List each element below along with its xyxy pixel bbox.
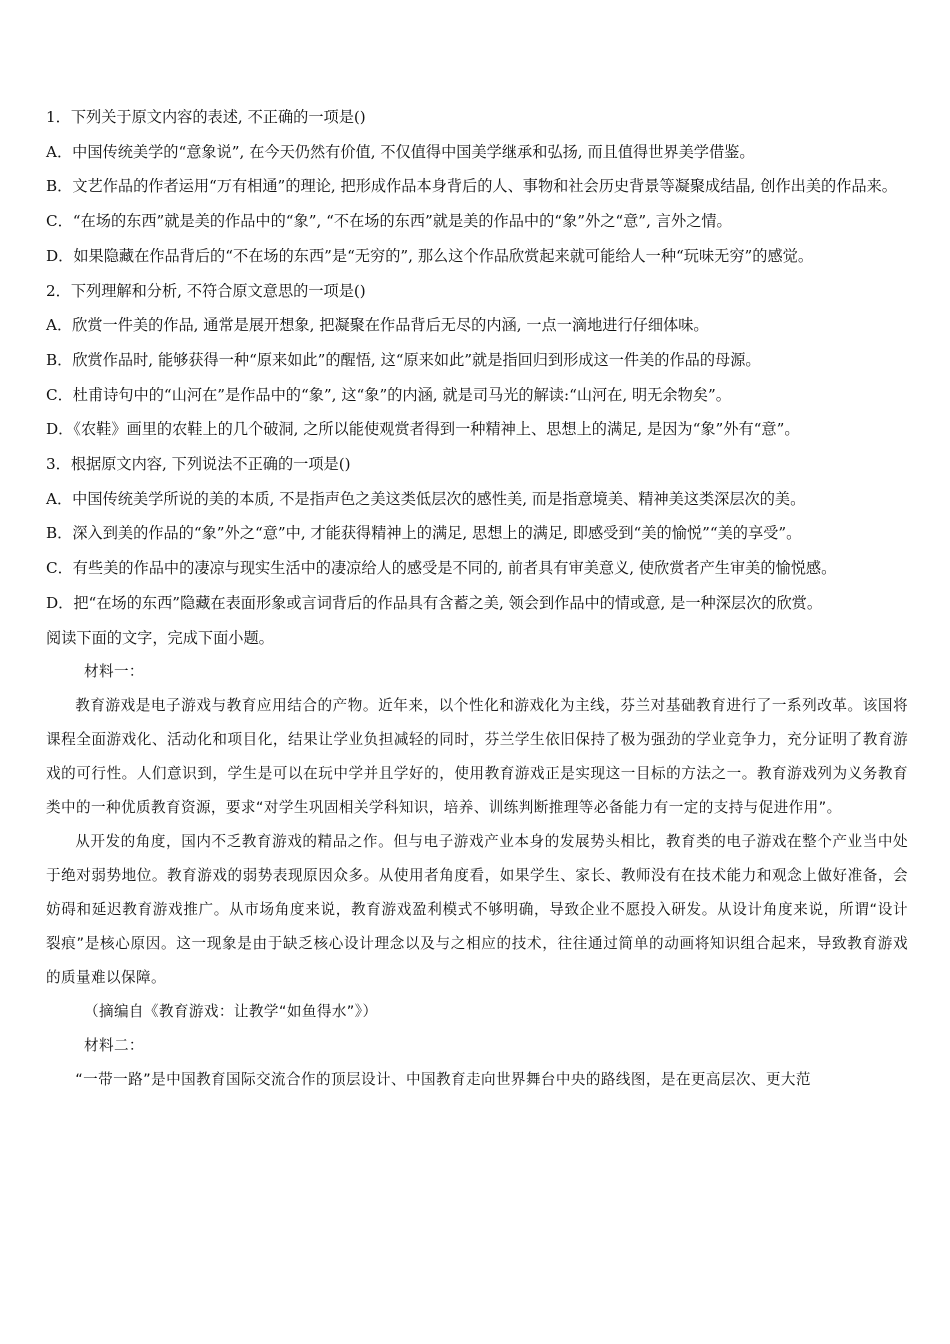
document-page <box>46 100 908 1097</box>
question-1-stem: 1．下列关于原文内容的表述, 不正确的一项是() <box>46 108 366 126</box>
question-3-option-b: B．深入到美的作品的“象”外之“意”中, 才能获得精神上的满足, 思想上的满足, 即感受到“美的愉悦”“美的享受”。 <box>46 524 802 543</box>
material-1-label: 材料一： <box>83 663 144 681</box>
question-1-option-a: A．中国传统美学的“意象说”, 在今天仍然有价值, 不仅值得中国美学继承和弘扬, 而且值得世界美学借鉴。 <box>46 142 755 161</box>
material-2-label: 材料二： <box>83 1037 144 1055</box>
question-1-option-b: B．文艺作品的作者运用“万有相通”的理论, 把形成作品本身背后的人、事物和社会历史背景等凝聚成结晶, 创作出美的作品来。 <box>46 177 897 196</box>
question-2-option-d: D．《农鞋》画里的农鞋上的几个破洞, 之所以能使观赏者得到一种精神上、思想上的满足, 是因为“象”外有“意”。 <box>46 420 800 439</box>
material-2-paragraph-1: “一带一路”是中国教育国际交流合作的顶层设计、中国教育走向世界舞台中央的路线图，是在更高层次、更大范 <box>75 1071 811 1089</box>
question-2-stem: 2．下列理解和分析, 不符合原文意思的一项是() <box>46 281 366 300</box>
reading-instruction: 阅读下面的文字，完成下面小题。 <box>46 628 274 647</box>
question-3-option-d: D．把“在场的东西”隐藏在表面形象或言词背后的作品具有含蓄之美, 领会到作品中的情或意, 是一种深层次的欣赏。 <box>46 593 823 612</box>
question-1-option-c: C．“在场的东西”就是美的作品中的“象”, “不在场的东西”就是美的作品中的“象”外之“意”, 言外之情。 <box>46 212 732 231</box>
material-1-source: （摘编自《教育游戏：让教学“如鱼得水”》） <box>83 1003 378 1021</box>
material-1-paragraph-1: 教育游戏是电子游戏与教育应用结合的产物。近年来，以个性化和游戏化为主线，芬兰对基础教育进行了一系列改革。该国将课程全面游戏化、活动化和项目化，结果让学业负担减轻的同时，芬兰学生依旧保持了极为强劲的学业竞争力，充分证明了教育游戏的可行性。人们意识到，学生是可以在玩中学并且学好的，使用教育游戏正是实现这一目标的方法之一。教育游戏列为义务教育类中的一种优质教育资源，要求“对学生巩固相关学科知识，培养、训练判断推理等必备能力有一定的支持与促进作用”。 <box>46 697 908 817</box>
question-2-option-a: A．欣赏一件美的作品, 通常是展开想象, 把凝聚在作品背后无尽的内涵, 一点一滴地进行仔细体味。 <box>46 316 709 335</box>
material-section <box>46 655 908 1097</box>
question-3-option-a: A．中国传统美学所说的美的本质, 不是指声色之美这类低层次的感性美, 而是指意境美、精神美这类深层次的美。 <box>46 489 806 508</box>
question-3-stem: 3．根据原文内容, 下列说法不正确的一项是() <box>46 455 351 474</box>
question-3-option-c: C．有些美的作品中的凄凉与现实生活中的凄凉给人的感受是不同的, 前者具有审美意义, 使欣赏者产生审美的愉悦感。 <box>46 559 837 578</box>
material-1-paragraph-2: 从开发的角度，国内不乏教育游戏的精品之作。但与电子游戏产业本身的发展势头相比，教育类的电子游戏在整个产业当中处于绝对弱势地位。教育游戏的弱势表现原因众多。从使用者角度看，如果学生、家长、教师没有在技术能力和观念上做好准备，会妨碍和延迟教育游戏推广。从市场角度来说，教育游戏盈利模式不够明确，导致企业不愿投入研发。从设计角度来说，所谓“设计裂痕”是核心原因。这一现象是由于缺乏核心设计理念以及与之相应的技术，往往通过简单的动画将知识组合起来，导致教育游戏的质量难以保障。 <box>46 833 908 987</box>
question-2-option-b: B．欣赏作品时, 能够获得一种“原来如此”的醒悟, 这“原来如此”就是指回归到形成这一件美的作品的母源。 <box>46 350 761 369</box>
question-1-option-d: D．如果隐藏在作品背后的“不在场的东西”是“无穷的”, 那么这个作品欣赏起来就可能给人一种“玩味无穷”的感觉。 <box>46 246 814 265</box>
question-2-option-c: C．杜甫诗句中的“山河在”是作品中的“象”, 这“象”的内涵, 就是司马光的解读:“山河在, 明无余物矣”。 <box>46 385 731 404</box>
